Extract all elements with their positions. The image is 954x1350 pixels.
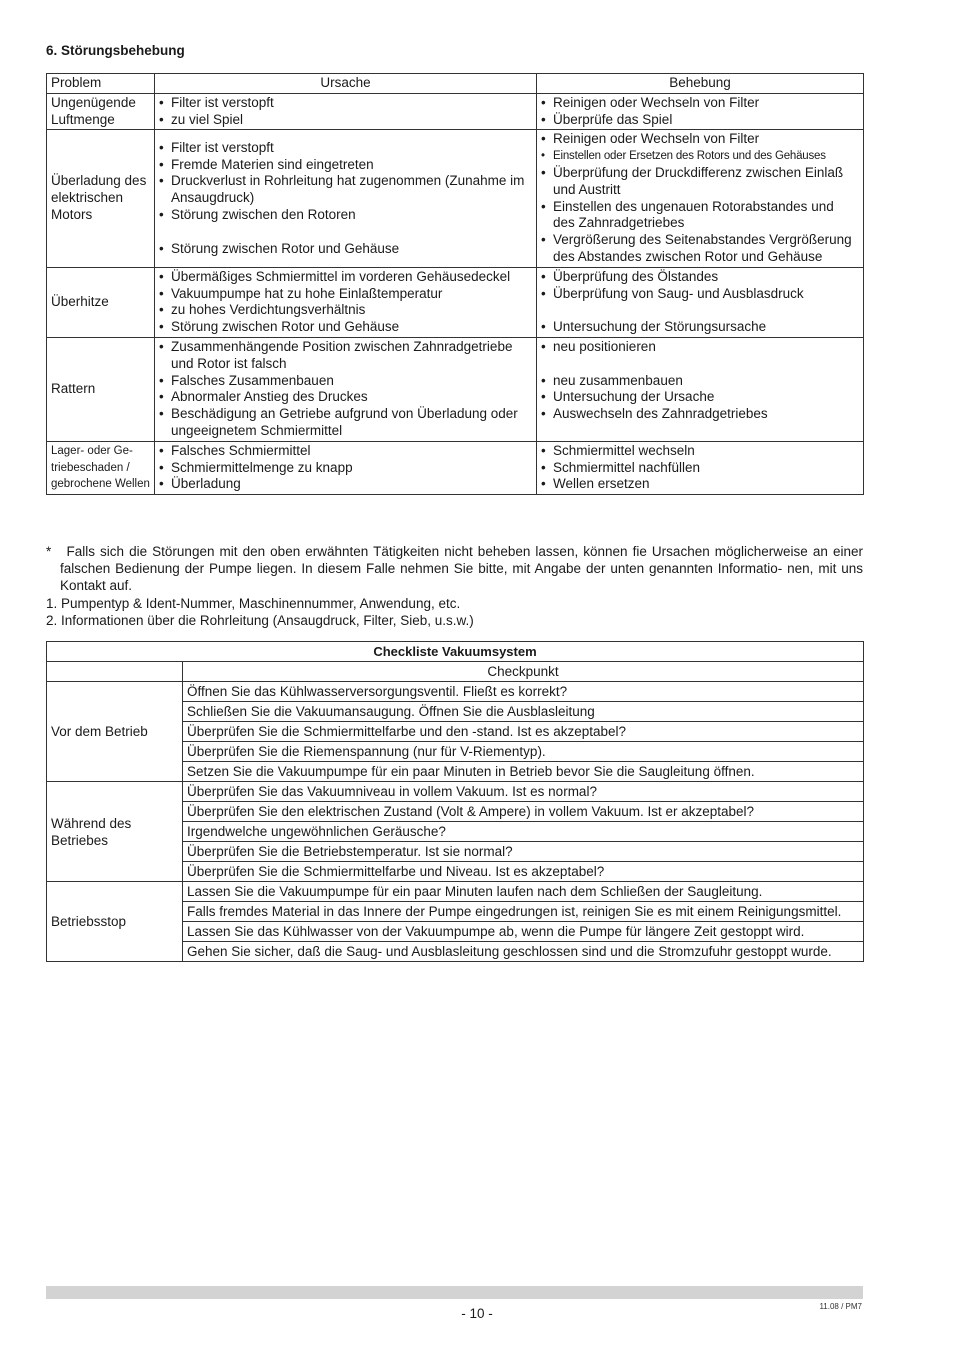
checkpoint-header: Checkpunkt [183,662,864,682]
notes-block [46,543,863,629]
list-item: • Falsches Schmiermittel [159,443,532,460]
checkpoint-cell: Lassen Sie das Kühlwasser von der Vakuumpumpe ab, wenn die Pumpe für längere Zeit gestoppt wird. [183,922,864,942]
list-item: • Einstellen oder Ersetzen des Rotors und des Gehäuses [541,148,859,165]
checkpoint-cell: Überprüfen Sie die Schmiermittelfarbe und den -stand. Ist es akzeptabel? [183,722,864,742]
list-item: • Fremde Materien sind eingetreten [159,157,532,174]
list-item: • Untersuchung der Störungsursache [541,319,859,336]
list-spacer [541,356,859,373]
table-row [47,93,864,130]
remedy-cell [537,267,864,337]
note-paragraph [46,543,863,595]
list-item: • zu hohes Verdichtungsverhältnis [159,302,532,319]
checkpoint-cell: Überprüfen Sie die Betriebstemperatur. Ist sie normal? [183,842,864,862]
list-item: • Schmiermittel nachfüllen [541,460,859,477]
header-problem: Problem [47,74,155,94]
checkpoint-cell: Überprüfen Sie den elektrischen Zustand (Volt & Ampere) in vollem Vakuum. Ist er akzeptabel? [183,802,864,822]
remedy-cell [537,93,864,130]
footer-bar [46,1286,863,1299]
phase-cell: Betriebsstop [47,882,183,962]
checkpoint-cell: Setzen Sie die Vakuumpumpe für ein paar Minuten in Betrieb bevor Sie die Saugleitung öffnen. [183,762,864,782]
list-item: • Reinigen oder Wechseln von Filter [541,131,859,148]
list-item: • Einstellen des ungenauen Rotorabstandes und des Zahnradgetriebes [541,199,859,233]
checkpoint-cell: Öffnen Sie das Kühlwasserversorgungsventil. Fließt es korrekt? [183,682,864,702]
list-item: • Vergrößerung des Seitenabstandes Vergrößerung des Abstandes zwischen Rotor und Gehäuse [541,232,859,266]
problem-cell: Überladung des elektrischen Motors [47,130,155,267]
list-item: • Störung zwischen Rotor und Gehäuse [159,319,532,336]
remedy-cell [537,441,864,494]
cause-cell [155,441,537,494]
checkpoint-cell: Lassen Sie die Vakuumpumpe für ein paar Minuten laufen nach dem Schließen der Saugleitung. [183,882,864,902]
list-spacer [159,224,532,241]
table-header-row [47,74,864,94]
remedy-cell [537,130,864,267]
list-item: • Wellen ersetzen [541,476,859,493]
note-marker: * [46,544,52,559]
checkpoint-cell: Gehen Sie sicher, daß die Saug- und Ausblasleitung geschlossen sind und die Stromzufuhr gestoppt wurde. [183,942,864,962]
list-item: • Beschädigung an Getriebe aufgrund von Überladung oder ungeeignetem Schmiermittel [159,406,532,440]
remedy-cell [537,337,864,441]
list-item: • Schmiermittelmenge zu knapp [159,460,532,477]
list-item: • Überprüfe das Spiel [541,112,859,129]
empty-header-cell [47,662,183,682]
list-item: • Überprüfung der Druckdifferenz zwischen Einlaß und Austritt [541,165,859,199]
list-item: • Überprüfung des Ölstandes [541,269,859,286]
troubleshooting-table [46,73,864,495]
checkpoint-cell: Schließen Sie die Vakuumansaugung. Öffnen Sie die Ausblasleitung [183,702,864,722]
list-item: • Filter ist verstopft [159,95,532,112]
note-text: Falls sich die Störungen mit den oben erwähnten Tätigkeiten nicht beheben lassen, können fie Ursachen möglicherweise an einer falschen Bedienung der Pumpe liegen. In diesem Falle nehmen Sie bitte, mit Angabe der unten genannten Informatio- nen, mit uns Kontakt auf. [60,544,863,594]
phase-cell: Vor dem Betrieb [47,682,183,782]
table-row [47,267,864,337]
table-row [47,882,864,902]
list-item: • Übermäßiges Schmiermittel im vorderen Gehäusedeckel [159,269,532,286]
table-row [47,682,864,702]
list-item: • Störung zwischen Rotor und Gehäuse [159,241,532,258]
checklist-title: Checkliste Vakuumsystem [47,642,864,662]
checkpoint-cell: Falls fremdes Material in das Innere der Pumpe eingedrungen ist, reinigen Sie es mit einem Reinigungsmittel. [183,902,864,922]
checklist-table [46,641,864,962]
list-item: • Druckverlust in Rohrleitung hat zugenommen (Zunahme im Ansaugdruck) [159,173,532,207]
version-label: 11.08 / PM7 [819,1302,862,1311]
list-item: • Abnormaler Anstieg des Druckes [159,389,532,406]
cause-cell [155,267,537,337]
checkpoint-cell: Überprüfen Sie die Schmiermittelfarbe und Niveau. Ist es akzeptabel? [183,862,864,882]
section-title: 6. Störungsbehebung [46,43,185,58]
list-item: • Auswechseln des Zahnradgetriebes [541,406,859,423]
list-item: • Reinigen oder Wechseln von Filter [541,95,859,112]
cause-cell [155,337,537,441]
cause-cell [155,130,537,267]
list-item: • Störung zwischen den Rotoren [159,207,532,224]
list-item: • neu positionieren [541,339,859,356]
problem-cell: Überhitze [47,267,155,337]
header-remedy: Behebung [537,74,864,94]
list-spacer [541,302,859,319]
table-row [47,782,864,802]
problem-cell: Rattern [47,337,155,441]
note-item: 1. Pumpentyp & Ident-Nummer, Maschinennummer, Anwendung, etc. [46,595,461,611]
checklist-title-row [47,642,864,662]
phase-cell: Während des Betriebes [47,782,183,882]
page-number: - 10 - [461,1306,493,1321]
list-item: • Zusammenhängende Position zwischen Zahnradgetriebe und Rotor ist falsch [159,339,532,373]
note-item: 2. Informationen über die Rohrleitung (Ansaugdruck, Filter, Sieb, u.s.w.) [46,612,474,628]
list-item: • Schmiermittel wechseln [541,443,859,460]
table-row [47,337,864,441]
table-row [47,130,864,267]
checklist-header-row [47,662,864,682]
list-item: • Untersuchung der Ursache [541,389,859,406]
list-item: • zu viel Spiel [159,112,532,129]
problem-cell: Ungenügende Luftmenge [47,93,155,130]
checkpoint-cell: Irgendwelche ungewöhnlichen Geräusche? [183,822,864,842]
checkpoint-cell: Überprüfen Sie das Vakuumniveau in vollem Vakuum. Ist es normal? [183,782,864,802]
list-item: • Filter ist verstopft [159,140,532,157]
list-item: • Vakuumpumpe hat zu hohe Einlaßtemperatur [159,286,532,303]
checkpoint-cell: Überprüfen Sie die Riemenspannung (nur für V-Riementyp). [183,742,864,762]
list-item: • Überladung [159,476,532,493]
header-cause: Ursache [155,74,537,94]
list-item: • Überprüfung von Saug- und Ausblasdruck [541,286,859,303]
list-item: • neu zusammenbauen [541,373,859,390]
cause-cell [155,93,537,130]
list-item: • Falsches Zusammenbauen [159,373,532,390]
table-row [47,441,864,494]
problem-cell: Lager- oder Ge- triebeschaden / gebrochene Wellen [47,441,155,494]
